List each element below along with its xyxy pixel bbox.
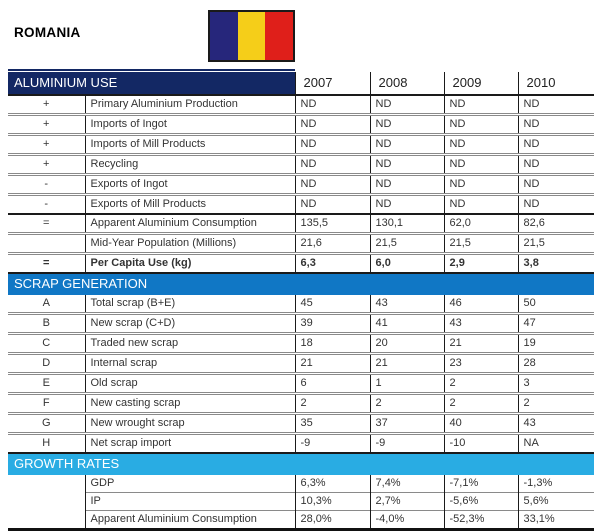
romania-flag [208,10,295,62]
row-label: Per Capita Use (kg) [85,254,295,274]
row-value: 2,9 [444,254,518,274]
row-label: Exports of Ingot [85,175,295,195]
flag-yellow-stripe [238,12,266,60]
row-value: 21,5 [370,234,444,254]
table-header-row [8,72,594,95]
row-value: 47 [518,314,594,334]
row-label: GDP [85,475,295,493]
row-sign: F [8,394,85,414]
table-row [8,414,594,434]
row-value: 2 [444,374,518,394]
row-label: Old scrap [85,374,295,394]
row-sign: A [42,297,50,310]
section-header-row [8,453,594,475]
row-value: 82,6 [518,214,594,234]
row-sign: C [8,334,85,354]
row-value: ND [295,135,370,155]
row-label: Mid-Year Population (Millions) [85,234,295,254]
row-value: ND [518,155,594,175]
row-sign [8,475,85,493]
row-value: ND [370,135,444,155]
year-header: 2008 [370,72,444,95]
year-header: 2010 [518,72,594,95]
table-row [8,95,594,115]
row-value: -4,0% [370,511,444,530]
row-value: 5,6% [518,493,594,511]
row-sign: B [8,314,85,334]
row-value: -9 [295,434,370,454]
row-value: 45 [295,295,370,314]
row-value: -10 [444,434,518,454]
row-value: ND [370,175,444,195]
section-header-scrap-generation: SCRAP GENERATION [8,273,594,295]
row-value: 62,0 [444,214,518,234]
row-value: 21,5 [444,234,518,254]
table-row [8,115,594,135]
row-sign: = [8,254,85,274]
row-value: ND [295,95,370,115]
row-sign: + [8,155,85,175]
table-row [8,394,594,414]
row-value: 35 [295,414,370,434]
row-label: Primary Aluminium Production [85,95,295,115]
section-header-growth-rates: GROWTH RATES [8,453,594,475]
table-row [8,475,594,493]
row-value: 40 [444,414,518,434]
row-value: 130,1 [370,214,444,234]
row-value: 21,5 [518,234,594,254]
row-sign: - [8,195,85,215]
row-value: ND [518,175,594,195]
row-value: 43 [444,314,518,334]
row-label: Imports of Mill Products [85,135,295,155]
row-value: 43 [370,295,444,314]
row-value: 6,0 [370,254,444,274]
row-value: -5,6% [444,493,518,511]
row-label: Traded new scrap [85,334,295,354]
row-value: -52,3% [444,511,518,530]
row-value: ND [370,155,444,175]
row-value: ND [444,115,518,135]
row-value: 23 [444,354,518,374]
table-row [8,214,594,234]
flag-blue-stripe [210,12,238,60]
row-value: 28,0% [295,511,370,530]
row-value: -7,1% [444,475,518,493]
table-row [8,254,594,274]
row-value: 20 [370,334,444,354]
row-value: ND [295,115,370,135]
table-row [8,511,594,530]
row-value: 21 [444,334,518,354]
row-value: ND [518,135,594,155]
row-label: Internal scrap [85,354,295,374]
row-value: ND [518,95,594,115]
row-value: 2 [518,394,594,414]
aluminium-data-table [8,72,594,531]
row-value: 6,3 [295,254,370,274]
row-value: ND [295,175,370,195]
row-label: Recycling [85,155,295,175]
table-row [8,135,594,155]
year-header: 2009 [444,72,518,95]
row-sign [8,511,85,530]
row-value: 46 [444,295,518,314]
row-label: Apparent Aluminium Consumption [85,511,295,530]
row-value: 50 [518,295,594,314]
table-row [8,314,594,334]
header-divider-rule [8,69,295,71]
year-header: 2007 [295,72,370,95]
row-value: 6,3% [295,475,370,493]
row-sign: + [43,98,50,111]
row-label: Net scrap import [85,434,295,454]
flag-red-stripe [265,12,293,60]
table-row [8,374,594,394]
section-header-row [8,273,594,295]
row-sign: H [8,434,85,454]
row-value: 39 [295,314,370,334]
row-value: 1 [370,374,444,394]
row-label: New wrought scrap [85,414,295,434]
row-value: NA [518,434,594,454]
table-row [8,195,594,215]
row-sign [8,493,85,511]
row-value: 2,7% [370,493,444,511]
row-label: Apparent Aluminium Consumption [85,214,295,234]
row-value: ND [444,175,518,195]
row-value: 19 [518,334,594,354]
section-header-aluminium-use: ALUMINIUM USE [8,72,295,95]
row-value: 28 [518,354,594,374]
row-sign [8,234,85,254]
table-row [8,354,594,374]
row-value: ND [444,195,518,215]
row-value: ND [295,155,370,175]
row-value: ND [518,195,594,215]
row-value: 43 [518,414,594,434]
row-sign: D [8,354,85,374]
row-label: New scrap (C+D) [85,314,295,334]
row-value: ND [444,135,518,155]
row-value: 135,5 [295,214,370,234]
row-value: ND [444,95,518,115]
row-label: Total scrap (B+E) [85,295,295,314]
row-value: ND [370,195,444,215]
row-value: 10,3% [295,493,370,511]
row-sign: = [8,214,85,234]
row-value: ND [444,155,518,175]
row-value: 2 [370,394,444,414]
row-value: 41 [370,314,444,334]
row-value: -1,3% [518,475,594,493]
row-sign: G [8,414,85,434]
row-value: ND [295,195,370,215]
table-row [8,295,594,314]
row-value: -9 [370,434,444,454]
table-row [8,234,594,254]
table-row [8,334,594,354]
row-label: Exports of Mill Products [85,195,295,215]
row-value: 3,8 [518,254,594,274]
row-sign: + [8,135,85,155]
row-value: 21 [370,354,444,374]
row-label: Imports of Ingot [85,115,295,135]
row-sign: + [8,115,85,135]
row-value: 2 [295,394,370,414]
row-value: 21,6 [295,234,370,254]
table-row [8,175,594,195]
row-sign: E [8,374,85,394]
table-row [8,493,594,511]
row-value: 18 [295,334,370,354]
row-value: 7,4% [370,475,444,493]
row-value: 37 [370,414,444,434]
row-value: ND [518,115,594,135]
row-value: 2 [444,394,518,414]
table-row [8,434,594,454]
row-value: 33,1% [518,511,594,530]
row-sign: - [8,175,85,195]
table-row [8,155,594,175]
row-label: New casting scrap [85,394,295,414]
row-label: IP [85,493,295,511]
row-value: 21 [295,354,370,374]
row-value: ND [370,95,444,115]
row-value: ND [370,115,444,135]
country-title: ROMANIA [14,25,81,40]
row-value: 3 [518,374,594,394]
row-value: 6 [295,374,370,394]
